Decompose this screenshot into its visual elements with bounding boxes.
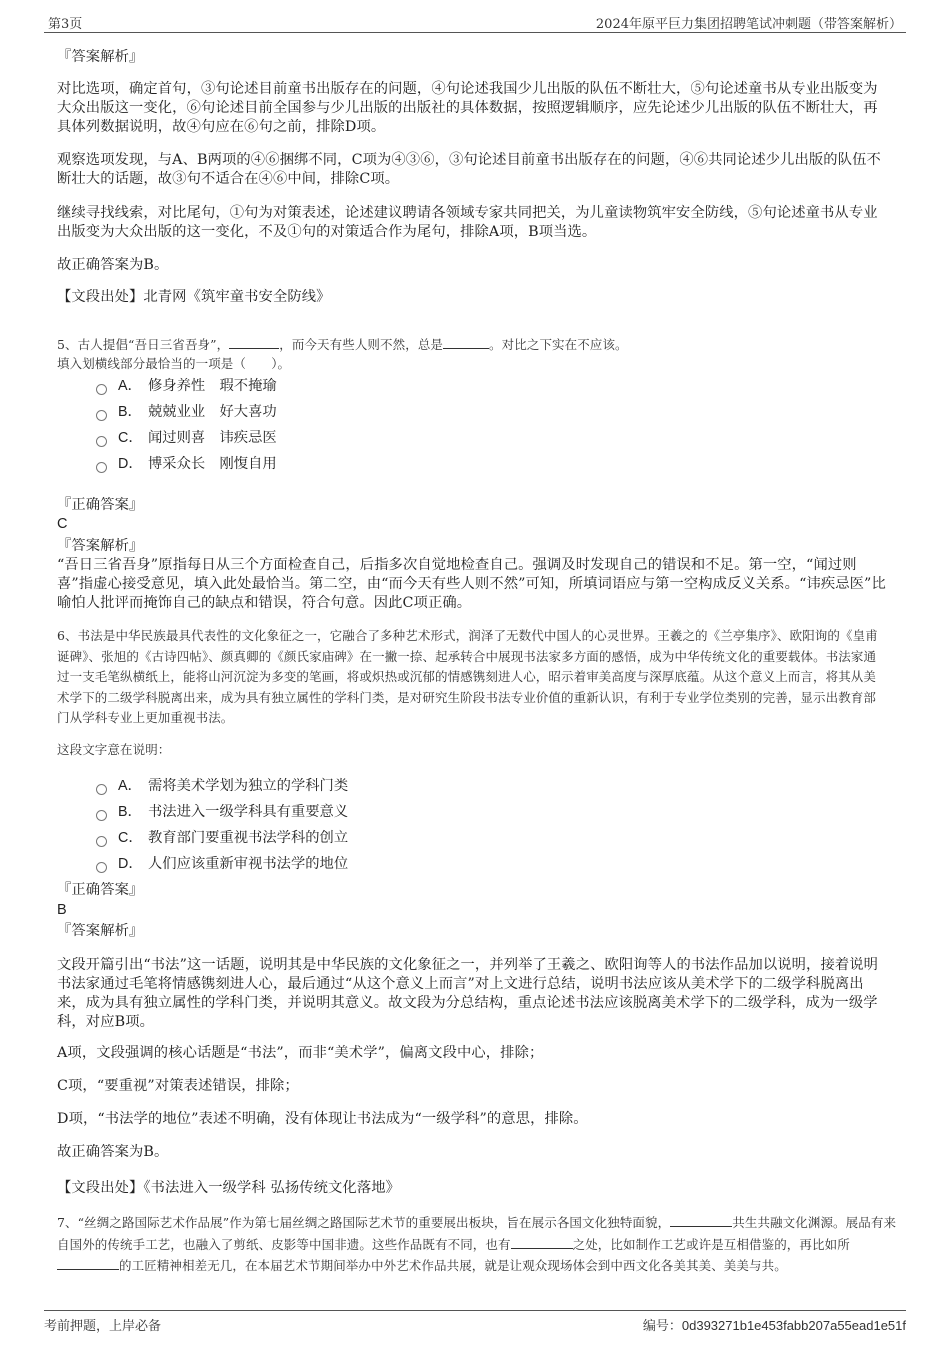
q4-analysis-paragraph-2: 观察选项发现，与A、B两项的④⑥捆绑不同，C项为④③⑥，③句论述目前童书出版存在的问题，④⑥共同论述少儿出版的队伍不断壮大的话题，故③句不适合在④⑥中间，排除C项。: [57, 152, 881, 187]
document-title: 2024年原平巨力集团招聘笔试冲刺题（带答案解析）: [595, 17, 902, 32]
radio-icon[interactable]: [96, 410, 107, 421]
q6-conclusion: 故正确答案为B。: [57, 1144, 169, 1160]
q5-option-a[interactable]: A． 修身养性 瑕不掩瑜: [96, 376, 277, 396]
radio-icon[interactable]: [96, 862, 107, 873]
q7-blank-2: [511, 1234, 573, 1249]
radio-icon[interactable]: [96, 810, 107, 821]
q5-stem: 5、古人提倡“吾日三省吾身”， ，而今天有些人则不然，总是 。对比之下实在不应该。: [57, 334, 887, 356]
footer-slogan: 考前押题，上岸必备: [44, 1319, 162, 1334]
q5-analysis: “吾日三省吾身”原指每日从三个方面检查自己，后指多次自觉地检查自己。强调及时发现自己的错误和不足。第一空，“闻过则喜”指虚心接受意见，填入此处最恰当。第二空，由“而今天有些人则不然”可知，所填词语应与第一空构成反义关系。“讳疾忌医”比喻怕人批评而掩饰自己的缺点和错误，符合句意。因此C项正确。: [57, 557, 886, 611]
q6-option-a[interactable]: A． 需将美术学划为独立的学科门类: [96, 776, 348, 796]
q5-instruction: 填入划横线部分最恰当的一项是（ ）。: [57, 356, 291, 371]
q7-blank-3: [57, 1255, 119, 1270]
radio-icon[interactable]: [96, 784, 107, 795]
page-number: 第3页: [48, 17, 83, 32]
radio-icon[interactable]: [96, 462, 107, 473]
radio-icon[interactable]: [96, 384, 107, 395]
q4-conclusion: 故正确答案为B。: [57, 257, 169, 273]
q4-analysis-paragraph-1: 对比选项，确定首句，③句论述目前童书出版存在的问题，④句论述我国少儿出版的队伍不断壮大，⑤句论述童书从专业出版变为大众出版这一变化，⑥句论述目前全国参与少儿出版的出版社的具体数据，按照逻辑顺序，应先论述少儿出版的队伍不断壮大，再具体列数据说明，故④句应在⑥句之前，排除D项。: [57, 81, 878, 135]
q6-analysis-paragraph-4: D项，“书法学的地位”表述不明确，没有体现让书法成为“一级学科”的意思，排除。: [57, 1111, 588, 1127]
q6-source: 【文段出处】《书法进入一级学科 弘扬传统文化落地》: [57, 1180, 401, 1196]
q4-analysis-label: 『答案解析』: [57, 49, 144, 65]
q6-stem: 6、书法是中华民族最具代表性的文化象征之一，它融合了多种艺术形式，润泽了无数代中国人的心灵世界。王羲之的《兰亭集序》、欧阳询的《皇甫诞碑》、张旭的《古诗四帖》、颜真卿的《颜氏家庙碑》在一撇一捺、起承转合中展现书法家多方面的感悟，成为中华传统文化的重要载体。书法家通过一支毛笔纵横纸上，能将山河沉淀为多变的笔画，将或炽热或沉郁的情感镌刻进人心，昭示着审美高度与深厚底蕴。从这个意义上而言，将其从美术学下的二级学科脱离出来，成为具有独立属性的学科门类，是对研究生阶段书法专业价值的重新认识，有利于专业学位类别的完善，显示出教育部门从学科专业上更加重视书法。: [57, 628, 878, 725]
q5-analysis-label: 『答案解析』: [57, 538, 144, 554]
q6-option-c[interactable]: C． 教育部门要重视书法学科的创立: [96, 828, 348, 848]
q5-blank-2: [443, 334, 489, 349]
q5-blank-1: [229, 334, 279, 349]
q6-correct-label: 『正确答案』: [57, 882, 144, 898]
q5-option-b[interactable]: B． 兢兢业业 好大喜功: [96, 402, 277, 422]
q6-analysis-label: 『答案解析』: [57, 923, 144, 939]
q6-instruction: 这段文字意在说明：: [57, 742, 171, 757]
q7-stem: 7、“丝绸之路国际艺术作品展”作为第七届丝绸之路国际艺术节的重要展出板块，旨在展示各国文化独特面貌， 共生共融文化渊源。展品有来自国外的传统手工艺，也融入了剪纸、皮影等中国非遗。这些作品既有不同，也有 之处，比如制作工艺或许是互相借鉴的，再比如所的工匠精神相差无几，在本届艺术节期间举办中外艺术作品共展，就是让观众现场体会到中西文化各美其美、美美与共。: [57, 1212, 897, 1277]
radio-icon[interactable]: [96, 436, 107, 447]
q7-blank-1: [670, 1212, 732, 1227]
page-header: [44, 10, 906, 33]
q6-analysis-paragraph-2: A项，文段强调的核心话题是“书法”，而非“美术学”，偏离文段中心，排除；: [57, 1045, 544, 1061]
q6-analysis-paragraph-1: 文段开篇引出“书法”这一话题，说明其是中华民族的文化象征之一，并列举了王羲之、欧阳询等人的书法作品加以说明，接着说明书法家通过毛笔将情感镌刻进人心，最后通过“从这个意义上而言”对上文进行总结，说明书法应该从美术学下的二级学科脱离出来，成为具有独立属性的学科门类，并说明其意义。故文段为分总结构，重点论述书法应该脱离美术学下的二级学科，成为一级学科，对应B项。: [57, 957, 879, 1030]
document-code: 编号：0d393271b1e453fabb207a55ead1e51f: [642, 1318, 906, 1334]
radio-icon[interactable]: [96, 836, 107, 847]
page-footer: [44, 1310, 906, 1335]
q5-option-c[interactable]: C． 闻过则喜 讳疾忌医: [96, 428, 277, 448]
q6-option-d[interactable]: D． 人们应该重新审视书法学的地位: [96, 854, 348, 874]
q4-analysis-paragraph-3: 继续寻找线索，对比尾句，①句为对策表述，论述建议聘请各领域专家共同把关，为儿童读物筑牢安全防线，⑤句论述童书从专业出版变为大众出版的这一变化，不及①句的对策适合作为尾句，排除A项，B项当选。: [57, 205, 878, 240]
q5-option-d[interactable]: D． 博采众长 刚愎自用: [96, 454, 277, 474]
q4-source: 【文段出处】北青网《筑牢童书安全防线》: [57, 289, 331, 305]
q6-option-b[interactable]: B． 书法进入一级学科具有重要意义: [96, 802, 348, 822]
q6-analysis-paragraph-3: C项，“要重视”对策表述错误，排除；: [57, 1078, 299, 1094]
q5-correct-answer: C: [57, 516, 68, 532]
q5-correct-label: 『正确答案』: [57, 497, 144, 513]
q6-correct-answer: B: [57, 902, 67, 918]
